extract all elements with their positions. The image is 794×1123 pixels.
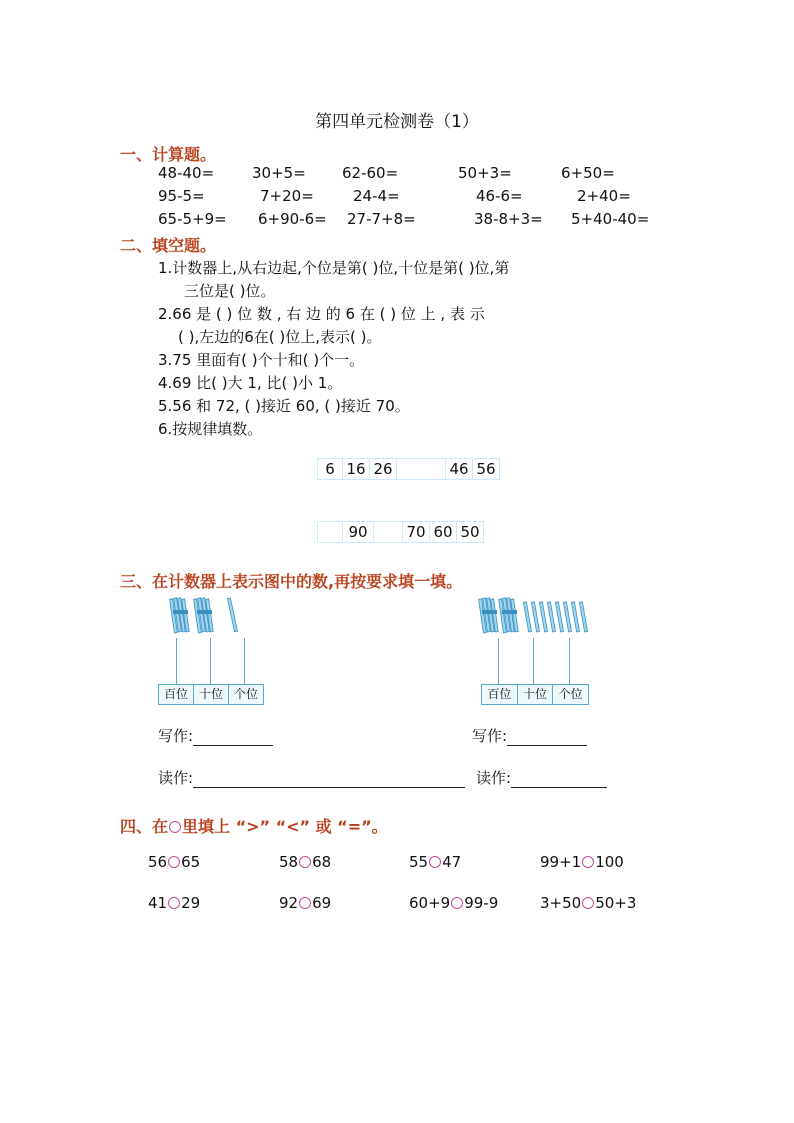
section-2-heading: 二、填空题。 xyxy=(120,236,217,255)
sequence-cell: 16 xyxy=(343,459,370,479)
stick-bundles-left xyxy=(168,594,248,636)
counter-label-hundreds: 百位 xyxy=(159,685,194,704)
calc-item: 30+5= xyxy=(252,164,306,182)
section-4-heading: 四、在 里填上 “>” “<” 或 “=”。 xyxy=(120,817,388,836)
compare-item: 41 29 xyxy=(148,894,201,912)
compare-item: 58 68 xyxy=(279,853,332,871)
calc-item: 50+3= xyxy=(458,164,512,182)
fill-question-4: 4.69 比( )大 1, 比( )小 1。 xyxy=(158,374,343,392)
sequence-row-2 xyxy=(317,521,484,543)
compare-circle-icon[interactable] xyxy=(299,856,311,868)
calc-item: 24-4= xyxy=(353,187,400,205)
fill-question-2b: ( ),左边的6在( )位上,表示( )。 xyxy=(178,328,382,346)
stick-bundles-right xyxy=(478,594,593,636)
compare-circle-icon[interactable] xyxy=(582,856,594,868)
calc-item: 27-7+8= xyxy=(347,210,416,228)
write-answer-line[interactable] xyxy=(193,729,273,746)
write-label: 写作: xyxy=(472,727,508,745)
bundle-of-ten-icon xyxy=(170,598,190,633)
sequence-row-1 xyxy=(317,458,500,480)
counter-label-hundreds: 百位 xyxy=(482,685,518,704)
sequence-cell: 50 xyxy=(460,523,480,541)
calc-item: 7+20= xyxy=(260,187,314,205)
counter-rod-hundreds xyxy=(498,638,499,684)
fill-question-1a: 1.计数器上,从右边起,个位是第( )位,十位是第( )位,第 xyxy=(158,259,510,277)
calc-item: 46-6= xyxy=(476,187,523,205)
sequence-blank-cell[interactable] xyxy=(374,522,403,542)
compare-item: 92 69 xyxy=(279,894,332,912)
sequence-cell[interactable]: 26 xyxy=(370,459,397,479)
compare-circle-icon[interactable] xyxy=(168,856,180,868)
read-answer-line[interactable] xyxy=(193,771,465,788)
counter-rod-ones xyxy=(244,638,245,684)
compare-circle-icon[interactable] xyxy=(429,856,441,868)
counter-rod-hundreds xyxy=(176,638,177,684)
counter-label-ones: 个位 xyxy=(558,687,583,701)
sequence-cell: 6 xyxy=(318,459,343,479)
compare-circle-icon[interactable] xyxy=(299,897,311,909)
calc-item: 48-40= xyxy=(158,164,215,182)
single-stick-icon xyxy=(227,598,237,632)
single-sticks-icon xyxy=(523,602,587,632)
compare-circle-icon[interactable] xyxy=(582,897,594,909)
bundle-of-ten-icon xyxy=(194,598,214,633)
compare-item: 55 47 xyxy=(409,853,462,871)
compare-item: 3+50 50+3 xyxy=(540,894,637,912)
circle-icon xyxy=(169,821,181,833)
sequence-blank-cell[interactable] xyxy=(318,522,343,542)
write-prompt-right xyxy=(472,725,587,746)
calc-item: 62-60= xyxy=(342,164,399,182)
calc-item: 95-5= xyxy=(158,187,205,205)
read-prompt-left xyxy=(158,767,465,788)
counter-label-tens: 十位 xyxy=(194,685,229,704)
sequence-cell: 70 xyxy=(403,522,430,542)
abacus-counter-right[interactable] xyxy=(481,684,589,705)
read-prompt-right xyxy=(476,767,607,788)
compare-item: 99+1 100 xyxy=(540,853,624,871)
bundle-of-ten-icon xyxy=(479,598,499,633)
bundle-of-ten-icon xyxy=(499,598,519,633)
compare-item: 60+9 99-9 xyxy=(409,894,499,912)
write-label: 写作: xyxy=(158,727,194,745)
read-label: 读作: xyxy=(476,769,512,787)
calc-item: 6+50= xyxy=(561,164,615,182)
calc-item: 5+40-40= xyxy=(571,210,650,228)
read-label: 读作: xyxy=(158,769,194,787)
fill-question-1b: 三位是( )位。 xyxy=(184,282,276,300)
counter-rod-tens xyxy=(210,638,211,684)
write-answer-line[interactable] xyxy=(507,729,587,746)
sequence-cell: 60 xyxy=(430,522,457,542)
abacus-counter-left[interactable] xyxy=(158,684,264,705)
read-answer-line[interactable] xyxy=(511,771,607,788)
sequence-blank-cell[interactable] xyxy=(397,459,446,479)
calc-item: 65-5+9= xyxy=(158,210,227,228)
fill-question-3: 3.75 里面有( )个十和( )个一。 xyxy=(158,351,365,369)
write-prompt-left xyxy=(158,725,273,746)
counter-label-ones: 个位 xyxy=(233,687,258,701)
counter-rod-tens xyxy=(533,638,534,684)
counter-rod-ones xyxy=(569,638,570,684)
fill-question-6: 6.按规律填数。 xyxy=(158,420,263,438)
section-1-heading: 一、计算题。 xyxy=(120,145,217,164)
sequence-cell: 46 xyxy=(446,459,473,479)
calc-item: 2+40= xyxy=(577,187,631,205)
compare-item: 56 65 xyxy=(148,853,201,871)
fill-question-5: 5.56 和 72, ( )接近 60, ( )接近 70。 xyxy=(158,397,410,415)
fill-question-2a: 2.66 是 ( ) 位 数 , 右 边 的 6 在 ( ) 位 上 , 表 示 xyxy=(158,305,485,323)
calc-item: 6+90-6= xyxy=(258,210,327,228)
calc-item: 38-8+3= xyxy=(474,210,543,228)
page-title: 第四单元检测卷（1） xyxy=(315,112,479,132)
counter-label-tens: 十位 xyxy=(518,685,554,704)
sequence-cell: 56 xyxy=(476,460,496,478)
compare-circle-icon[interactable] xyxy=(168,897,180,909)
section-3-heading: 三、在计数器上表示图中的数,再按要求填一填。 xyxy=(120,572,463,591)
compare-circle-icon[interactable] xyxy=(451,897,463,909)
sequence-cell: 90 xyxy=(343,522,374,542)
